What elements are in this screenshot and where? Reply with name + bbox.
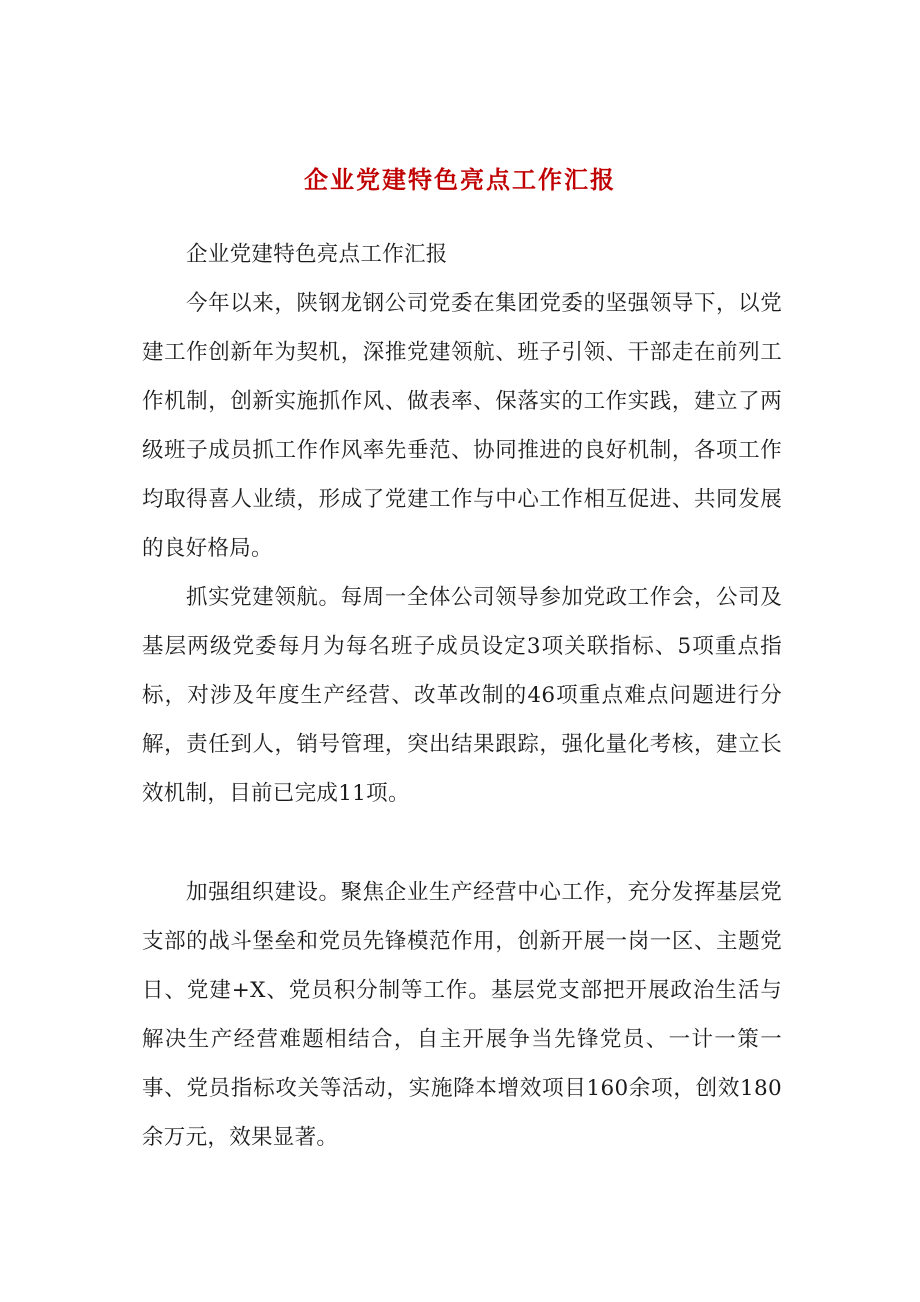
paragraph-intro: 今年以来，陕钢龙钢公司党委在集团党委的坚强领导下，以党建工作创新年为契机，深推党建领航、班子引领、干部走在前列工作机制，创新实施抓作风、做表率、保落实的工作实践，建立了两级班子成员抓工作作风率先垂范、协同推进的良好机制，各项工作均取得喜人业绩，形成了党建工作与中心工作相互促进、共同发展的良好格局。 [142, 291, 782, 561]
document-subtitle: 企业党建特色亮点工作汇报 [186, 242, 448, 267]
paragraph-organization-building: 加强组织建设。聚焦企业生产经营中心工作，充分发挥基层党支部的战斗堡垒和党员先锋模范作用，创新开展一岗一区、主题党日、党建+X、党员积分制等工作。基层党支部把开展政治生活与解决生产经营难题相结合，自主开展争当先锋党员、一计一策一事、党员指标攻关等活动，实施降本增效项目160余项，创效180余万元，效果显著。 [142, 880, 782, 1150]
document-title: 企业党建特色亮点工作汇报 [304, 165, 616, 194]
paragraph-party-leadership: 抓实党建领航。每周一全体公司领导参加党政工作会，公司及基层两级党委每月为每名班子成员设定3项关联指标、5项重点指标，对涉及年度生产经营、改革改制的46项重点难点问题进行分解，责任到人，销号管理，突出结果跟踪，强化量化考核，建立长效机制，目前已完成11项。 [142, 585, 782, 806]
